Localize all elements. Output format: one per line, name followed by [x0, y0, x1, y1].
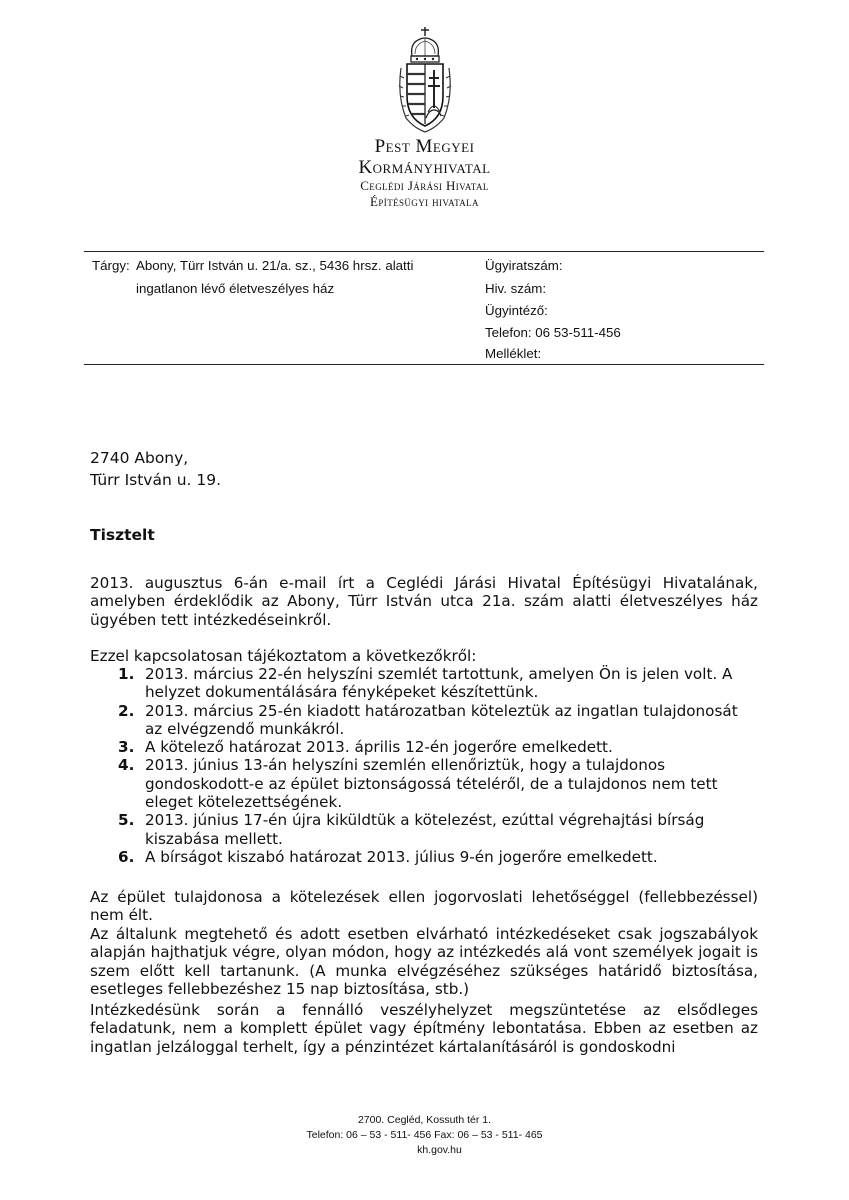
- step-number: 3.: [118, 738, 135, 757]
- list-item: [90, 738, 758, 756]
- lead-paragraph: Ezzel kapcsolatosan tájékoztatom a következőkről:: [90, 647, 477, 665]
- list-item: [90, 665, 758, 702]
- phone-row: [485, 325, 621, 340]
- office-name: [0, 136, 849, 210]
- subject-line-2: ingatlanon lévő életveszélyes ház: [136, 281, 335, 296]
- list-item: [90, 848, 758, 866]
- coat-of-arms-logo: [396, 26, 454, 134]
- address-line-2: Türr István u. 19.: [90, 471, 222, 489]
- phone-label: Telefon:: [485, 325, 532, 340]
- case-number-label: Ügyiratszám:: [485, 258, 563, 273]
- step-text: 2013. március 22-én helyszíni szemlét tartottunk, amelyen Ön is jelen volt. A helyzet dokumentálására fényképeket készítettünk.: [145, 665, 733, 702]
- step-text: 2013. június 13-án helyszíni szemlén ellenőriztük, hogy a tulajdonos gondoskodott-e az épület biztonságossá tételéről, de a tulajdonos nem tett eleget kötelezettségének.: [145, 756, 718, 812]
- reference-bottom-rule: [84, 364, 764, 365]
- step-number: 6.: [118, 847, 135, 866]
- step-text: A bírságot kiszabó határozat 2013. július 9-én jogerőre emelkedett.: [145, 847, 658, 866]
- intro-paragraph: 2013. augusztus 6-án e-mail írt a Ceglédi Járási Hivatal Építésügyi Hivatalának, amelyben érdeklődik az Abony, Türr István utca 21a. szám alatti életveszélyes ház ügyében tett intézkedéseinkről.: [90, 574, 758, 629]
- step-text: 2013. június 17-én újra kiküldtük a kötelezést, ezúttal végrehajtási bírság kiszabása mellett.: [145, 811, 705, 848]
- step-text: A kötelező határozat 2013. április 12-én jogerőre emelkedett.: [145, 738, 613, 757]
- office-line-1: Pest Megyei: [374, 136, 475, 157]
- steps-list: [90, 665, 758, 866]
- subject-label: Tárgy:: [92, 258, 130, 273]
- step-text: 2013. március 25-én kiadott határozatban köteleztük az ingatlan tulajdonosát az elvégzendő munkákról.: [145, 701, 738, 738]
- officer-label: Ügyintéző:: [485, 303, 548, 318]
- subject-line-1: Abony, Türr István u. 21/a. sz., 5436 hrsz. alatti: [136, 258, 414, 273]
- step-number: 4.: [118, 756, 135, 775]
- office-line-3: Ceglédi Járási Hivatal: [360, 178, 489, 193]
- office-line-4: Építésügyi hivatala: [370, 194, 479, 209]
- step-number: 2.: [118, 701, 135, 720]
- address-line-1: 2740 Abony,: [90, 449, 189, 467]
- office-line-2: Kormányhivatal: [358, 157, 491, 178]
- footer-phone-fax: Telefon: 06 – 53 - 511- 456 Fax: 06 – 53 - 511- 465: [306, 1129, 543, 1141]
- step-number: 1.: [118, 665, 135, 683]
- phone-value: 06 53-511-456: [535, 325, 621, 340]
- attachment-label: Melléklet:: [485, 346, 542, 361]
- list-item: [90, 811, 758, 848]
- appeal-paragraph: Az épület tulajdonosa a kötelezések ellen jogorvoslati lehetőséggel (fellebbezéssel) nem élt.: [90, 888, 758, 925]
- measures-paragraph: Az általunk megtehető és adott esetben elvárható intézkedéseket csak jogszabályok alapján hajthatjuk végre, olyan módon, hogy az intézkedés alá vont személyek jogait is szem előtt kell tartanunk. (A munka elvégzéséhez szükséges határidő biztosítása, esetleges fellebbezéshez 15 nap biztosítása, stb.): [90, 925, 758, 998]
- reference-top-rule: [84, 251, 764, 252]
- salutation: Tisztelt: [90, 526, 155, 544]
- footer-web: kh.gov.hu: [417, 1144, 462, 1156]
- priority-paragraph: Intézkedésünk során a fennálló veszélyhelyzet megszüntetése az elsődleges feladatunk, nem a komplett épület vagy építmény lebontatása. Ebben az esetben az ingatlan jelzáloggal terhelt, így a pénzintézet kártalanításáról is gondoskodni: [90, 1001, 758, 1056]
- list-item: [90, 702, 758, 739]
- step-number: 5.: [118, 811, 135, 830]
- list-item: [90, 756, 758, 811]
- ref-number-label: Hiv. szám:: [485, 281, 547, 296]
- footer-address: 2700. Cegléd, Kossuth tér 1.: [357, 1114, 492, 1126]
